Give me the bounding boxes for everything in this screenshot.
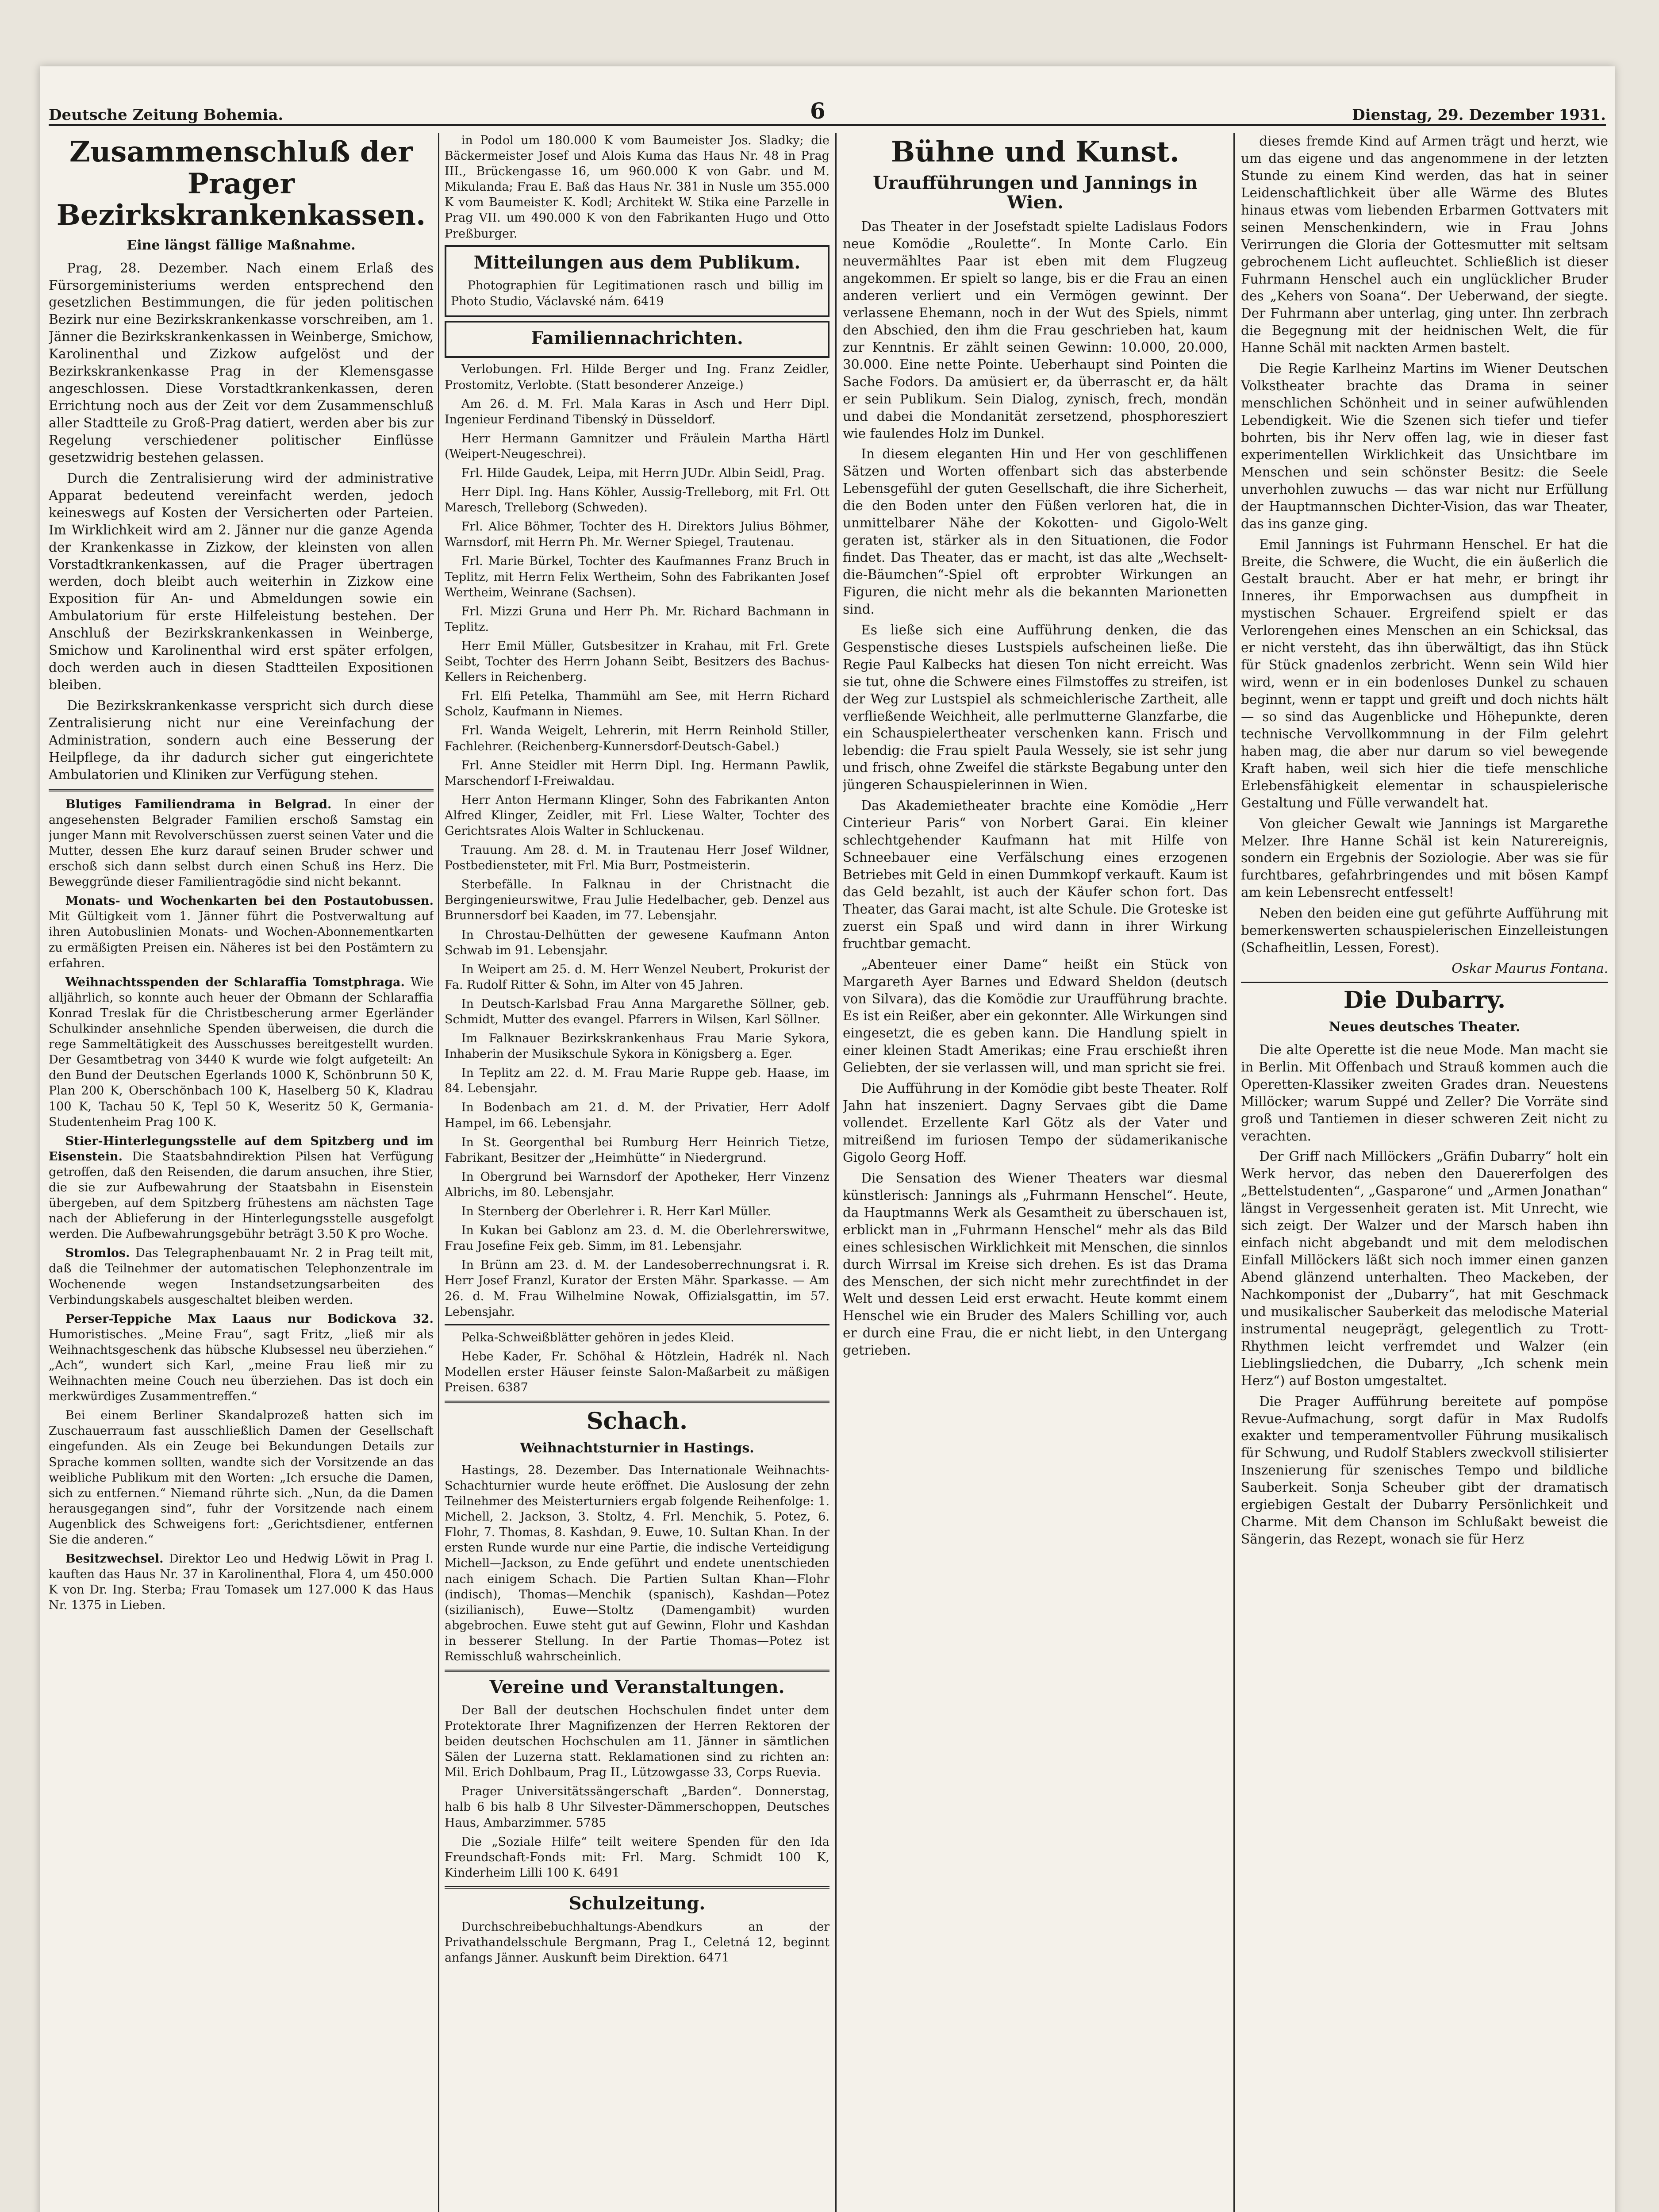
- news-item-title: Stier-Hinterlegungsstelle auf dem Spitzberg und im Eisenstein.: [49, 1134, 434, 1164]
- news-item-text: Wie alljährlich, so konnte auch heuer der Obmann der Schlaraffia Konrad Treslak für die Christbescherung armer Egerländer Schulkinder ansehnliche Spenden überweisen, die durch die rege Sammeltätigkeit des Ausschusses bereitgestellt wurden. Der Gesamtbetrag von 3440 K wurde wie folgt aufgeteilt: An den Bund der Deutschen Egerlands 1000 K, Schönbrunn 50 K, Plan 200 K, Oberschönbach 100 K, Haselberg 50 K, Kladrau 100 K, Tachau 50 K, Tepl 50 K, Weseritz 50 K, Germania-Studentenheim Prag 100 K.: [49, 975, 434, 1129]
- family-notice: Frl. Anne Steidler mit Herrn Dipl. Ing. Hermann Pawlik, Marschendorf I-Freiwaldau.: [445, 758, 830, 788]
- news-item-title: Stromlos.: [65, 1246, 130, 1260]
- running-header: [49, 84, 1606, 126]
- news-item-title: Monats- und Wochenkarten bei den Postautobussen.: [65, 894, 434, 908]
- family-notice: In Weipert am 25. d. M. Herr Wenzel Neubert, Prokurist der Fa. Rudolf Ritter & Sohn, im Alter von 45 Jahren.: [445, 962, 830, 992]
- column-divider: [835, 133, 837, 2212]
- family-notice: Frl. Mizzi Gruna und Herr Ph. Mr. Richard Bachmann in Teplitz.: [445, 604, 830, 634]
- paragraph: Durch die Zentralisierung wird der administrative Apparat bedeutend vereinfacht werden, jedoch keineswegs auf Kosten der Versicherten oder Parteien. Im Wirklichkeit wird am 2. Jänner nur die ganze Agenda der Krankenkasse in Zizkow, der kleinsten von allen Vorstadtkrankenkassen, auf die Prager übertragen werden, doch bleibt auch weiterhin in Zizkow eine Exposition für An- und Abmeldungen sowie ein Ambulatorium für erste Hilfeleistung bestehen. Der Anschluß der Bezirkskrankenkassen in Weinberge, Smichow und Karolinenthal wird erst später erfolgen, doch werden auch in diesen Stadtteilen Expositionen bleiben.: [49, 470, 434, 693]
- news-item-title: Weihnachtsspenden der Schlaraffia Tomstphraga.: [65, 975, 405, 989]
- news-item: [49, 797, 434, 890]
- article-headline: Uraufführungen und Jannings in Wien.: [873, 172, 1198, 213]
- family-notice: In Sternberg der Oberlehrer i. R. Herr Karl Müller.: [461, 1205, 771, 1219]
- family-notice: Sterbefälle. In Falknau in der Christnacht die Bergingenieurswitwe, Frau Julie Hedelbacher, geb. Denzel aus Brunnersdorf bei Kaaden, im 77. Lebensjahr.: [445, 878, 830, 923]
- section-headline: Bühne und Kunst.: [891, 135, 1179, 169]
- family-notice: Herr Anton Hermann Klinger, Sohn des Fabrikanten Anton Alfred Klinger, Zeidler, mit Frl. Liese Walter, Tochter des Gerichtsrates Alois Walter in Schluckenau.: [445, 793, 830, 838]
- paragraph: Die Sensation des Wiener Theaters war diesmal künstlerisch: Jannings als „Fuhrmann Henschel“. Heute, da Hauptmanns Werk als Gesamtheit zu überschauen ist, erblickt man in „Fuhrmann Henschel“ mehr als das Bild eines schlesischen Wirklichkeit mit Menschen, die sinnlos durch Wirrsal im Kreise sich drehen. Es ist das Drama des Menschen, der sich nicht mehr zurechtfindet in der Welt und dessen Leid erst erwacht. Heute kommt einem Henschel wie ein Bruder des Malers Schilling vor, auch er durch eine Frau, die er nicht liebt, in den Untergang getrieben.: [843, 1170, 1228, 1358]
- paragraph: Emil Jannings ist Fuhrmann Henschel. Er hat die Breite, die Schwere, die Wucht, die ein äußerlich die Gestalt braucht. Aber er hat mehr, er bringt ihr Inneres, ihr Emporwachsen aus dumpfheit in mystischen Schauer. Ergreifend spielt er das Verlorengehen eines Menschen an ein Schicksal, das er nicht versteht, das ihn überwältigt, das ihn Stück für Stück gnadenlos zerbricht. Wenn sein Wild hier wird, wenn er in ein bodenloses Dunkel zu schauen beginnt, wenn er tappt und greift und doch nichts hält — so sind das Augenblicke und Höhepunkte, deren technische Vervollkommnung in der Film gelehrt haben mag, die aber nur darum so viel bewegende Kraft haben, weil sich hier die tiefe menschliche Erlebensfähigkeit elementar in schauspielerische Gestaltung und Fülle verwandelt hat.: [1241, 537, 1608, 810]
- column-3: [843, 133, 1228, 2212]
- author-signature: Oskar Maurus Fontana.: [1452, 961, 1608, 976]
- section-heading: Schulzeitung.: [568, 1893, 706, 1914]
- article-subhead: Eine längst fällige Maßnahme.: [127, 238, 356, 253]
- family-notice: Herr Emil Müller, Gutsbesitzer in Krahau, mit Frl. Grete Seibt, Tochter des Herrn Johann Seibt, Besitzers des Bachus-Kellers in Reichenberg.: [445, 639, 830, 684]
- news-item-text: Direktor Leo und Hedwig Löwit in Prag I. kauften das Haus Nr. 37 in Karolinenthal, Flora 4, um 450.000 K von Dr. Ing. Sterba; Frau Tomasek um 127.000 K das Haus Nr. 1375 in Lieben.: [49, 1552, 434, 1613]
- article-headline: Die Dubarry.: [1343, 987, 1506, 1014]
- paragraph: Es ließe sich eine Aufführung denken, die das Gespenstische dieses Lustspiels aufscheinen ließe. Die Regie Paul Kalbecks hat diesen Ton nicht erreicht. Was sie tut, ohne die Schwere eines Filmstoffes zu streifen, ist der Weg zur Lustspiel als schmeichlerische Zartheit, alle verfließende Weichheit, alle perlmutterne Glanzfarbe, die ein Schauspielertheater verschenken kann. Frisch und lebendig: die Frau spielt Paula Wessely, sie ist sehr jung und frisch, ohne Zweifel die stärkste Begabung unter den jüngeren Schauspielerinnen in Wien.: [843, 622, 1228, 793]
- news-item: [49, 1551, 434, 1613]
- section-heading: Familiennachrichten.: [531, 327, 743, 349]
- paragraph: Prager Universitätssängerschaft „Barden“. Donnerstag, halb 6 bis halb 8 Uhr Silvester-Dämmerschoppen, Deutsches Haus, Ambarzimmer. 5785: [445, 1785, 830, 1830]
- paragraph: Durchschreibebuchhaltungs-Abendkurs an der Privathandelsschule Bergmann, Prag I., Celetná 12, beginnt anfangs Jänner. Auskunft beim Direktion. 6471: [445, 1920, 830, 1965]
- column-divider: [1233, 133, 1235, 2212]
- news-item-title: Besitzwechsel.: [65, 1552, 164, 1566]
- news-item: Bei einem Berliner Skandalprozeß hatten sich im Zuschauerraum fast ausschließlich Damen der Gesellschaft eingefunden. Als ein Zeuge bei Bekundungen Details zur Sprache kommen sollten, wandte sich der Vorsitzende an das weibliche Publikum mit den Worten: „Ich ersuche die Damen, sich zu entfernen.“ Niemand rührte sich. „Nun, da die Damen herausgegangen sind“, fuhr der Vorsitzende nach einem Augenblick des Schweigens fort: „Gerichtsdiener, entfernen Sie die anderen.“: [49, 1409, 434, 1547]
- paragraph: Das Akademietheater brachte eine Komödie „Herr Cinterieur Paris“ von Norbert Garai. Ein kleiner schlechtgehender Kaufmann hat mit Hilfe von Schneebauer eine Verfälschung eines erzogenen Betriebes mit Geld in einen Dummkopf verkauft. Kaum ist das Geld bezahlt, ist auch der Käufer schon fort. Das Theater, das Garai macht, ist alte Schule. Die Groteske ist zuerst ein Spaß und wird dann in ihrer Wirkung fruchtbar gemacht.: [843, 798, 1228, 951]
- family-notice: In Kukan bei Gablonz am 23. d. M. die Oberlehrerswitwe, Frau Josefine Feix geb. Simm, im 81. Lebensjahr.: [445, 1224, 830, 1253]
- family-notice: Frl. Alice Böhmer, Tochter des H. Direktors Julius Böhmer, Warnsdorf, mit Herrn Ph. Mr. Werner Spiegel, Trautenau.: [445, 520, 830, 549]
- paragraph: dieses fremde Kind auf Armen trägt und herzt, wie um das eigene und das angenommene in der letzten Stunde zu einem Kind werden, das hat in seiner Leidenschaftlichkeit über alle Wärme des Blutes hinaus etwas vom liebenden Erbarmen Gottvaters mit seinen Menschenkindern, wie in Frau Johns Verirrungen die Gloria der Gottesmutter mit seltsam gebrochenem Licht aufleuchtet. Schließlich ist dieser Fuhrmann Henschel auch ein unglücklicher Bruder des „Kehers von Soana“. Der Ueberwand, der siegte. Der Fuhrmann aber unterlag, ging unter. Ihn zerbrach die Begegnung mit der heidnischen Welt, die für Hanne Schäl mit nackten Armen bastelt.: [1241, 134, 1608, 356]
- issue-date: Dienstag, 29. Dezember 1931.: [1352, 106, 1606, 124]
- paragraph: Das Theater in der Josefstadt spielte Ladislaus Fodors neue Komödie „Roulette“. In Monte Carlo. Ein neuvermähltes Paar ist eben mit dem Flugzeug angekommen. Er spielt so lange, bis er die Frau an einen anderen verliert und ein Vermögen gewinnt. Der verlassene Ehemann, noch in der Wut des Spiels, nimmt den Abschied, den ihm die Frau geschrieben hat, kaum zur Kenntnis. Er zählt seinen Gewinn: 10.000, 20.000, 30.000. Eine nette Pointe. Ueberhaupt sind Pointen die Sache Fodors. Da amüsiert er, da überrascht er, da hält er sein Publikum. Sein Dialog, zynisch, frech, mondän und dabei die Mondanität zersetzend, phosphoresziert wie faulendes Holz im Dunkel.: [843, 219, 1228, 441]
- family-notice: Verlobungen. Frl. Hilde Berger und Ing. Franz Zeidler, Prostomitz, Verlobte. (Statt besonderer Anzeige.): [445, 362, 830, 392]
- advertisement: Pelka-Schweißblätter gehören in jedes Kleid.: [461, 1330, 734, 1344]
- section-heading: Mitteilungen aus dem Publikum.: [473, 252, 801, 273]
- family-news-box: [445, 321, 830, 358]
- section-divider: [445, 1670, 830, 1672]
- paragraph: „Abenteuer einer Dame“ heißt ein Stück von Margareth Ayer Barnes und Edward Sheldon (deutsch von Silvara), das die Komödie zur Uraufführung brachte. Es ist ein Reißer, aber ein gekonnter. Alle Wirkungen sind eingesetzt, die es geben kann. Die Handlung spielt in einer kleinen Stadt Amerikas; eine Frau erschießt ihren Geliebten, der sie verlassen will, und man spricht sie frei.: [843, 956, 1228, 1075]
- paragraph: Hastings, 28. Dezember. Das Internationale Weihnachts-Schachturnier wurde heute eröffnet. Die Auslosung der zehn Teilnehmer des Meisterturniers ergab folgende Reihenfolge: 1. Michell, 2. Jackson, 3. Stoltz, 4. Frl. Menchik, 5. Potez, 6. Flohr, 7. Thomas, 8. Kashdan, 9. Euwe, 10. Sultan Khan. In der ersten Runde wurde nur eine Partie, die indische Verteidigung Michell—Jackson, zu Ende geführt und endete unentschieden nach einigem Schach. Die Partien Sultan Khan—Flohr (indisch), Thomas—Menchik (spanisch), Kashdan—Potez (sizilianisch), Euwe—Stoltz (Damengambit) wurden abgebrochen. Euwe steht gut auf Gewinn, Flohr und Kashdan in besserer Stellung. In der Partie Thomas—Potez ist Remisschluß wahrscheinlich.: [445, 1463, 830, 1664]
- page-number: 6: [810, 98, 826, 124]
- paragraph: Der Ball der deutschen Hochschulen findet unter dem Protektorate Ihrer Magnifizenzen der Herren Rektoren der beiden deutschen Hochschulen am 11. Jänner in sämtlichen Sälen der Luzerna statt. Reklamationen sind zu richten an: Mil. Erich Dohlbaum, Prag II., Lützowgasse 33, Corps Ruevia.: [445, 1703, 830, 1780]
- paragraph: Die Aufführung in der Komödie gibt beste Theater. Rolf Jahn hat inszeniert. Dagny Servaes gibt die Dame vollendet. Erzellente Karl Götz als der Vater und mitreißend im furiosen Tempo der südamerikanische Gigolo Georg Hoff.: [843, 1081, 1228, 1165]
- family-notice: Am 26. d. M. Frl. Mala Karas in Asch und Herr Dipl. Ingenieur Ferdinand Tibenský in Düsseldorf.: [445, 397, 830, 426]
- family-notice: Herr Dipl. Ing. Hans Köhler, Aussig-Trelleborg, mit Frl. Ott Maresch, Trelleborg (Schweden).: [445, 485, 830, 515]
- notice-box: [445, 245, 830, 317]
- news-item-text: Die Staatsbahndirektion Pilsen hat Verfügung getroffen, daß den Reisenden, die darum ansuchen, ihre Stier, die sie zur Aufbewahrung der Staatsbahn in Eisenstein übergeben, auf dem Spitzberg frühestens am nächsten Tage nach der Ablieferung in der Hinterlegungsstelle ausgefolgt werden. Die Aufbewahrungsgebühr beträgt 3.50 K pro Woche.: [49, 1149, 434, 1241]
- news-item-title: Blutiges Familiendrama in Belgrad.: [65, 797, 332, 811]
- family-notice: In St. Georgenthal bei Rumburg Herr Heinrich Tietze, Fabrikant, Besitzer der „Heimhütte“ in Niedergrund.: [445, 1135, 830, 1165]
- section-divider: [445, 1401, 830, 1403]
- paragraph: Die alte Operette ist die neue Mode. Man macht sie in Berlin. Mit Offenbach und Strauß kommen auch die Operetten-Klassiker zweiten Grades dran. Neuestens Millöcker; warum Suppé und Zeller? Die Vorräte sind groß und Tantiemen in dieser schweren Zeit nicht zu verachten.: [1241, 1042, 1608, 1144]
- article-subhead: Neues deutsches Theater.: [1329, 1019, 1521, 1035]
- family-notice: In Deutsch-Karlsbad Frau Anna Margarethe Söllner, geb. Schmidt, Mutter des evangel. Pfarrers in Wilsen, Karl Söllner.: [445, 997, 830, 1026]
- news-item: [49, 1311, 434, 1405]
- paragraph: Die Bezirkskrankenkasse verspricht sich durch diese Zentralisierung nicht nur eine Vereinfachung der Administration, sondern auch eine Besserung der Heilpflege, da ihr dadurch sicher gut eingerichtete Ambulatorien und Kliniken zur Verfügung stehen.: [49, 698, 434, 782]
- masthead-name: Deutsche Zeitung Bohemia.: [49, 106, 284, 124]
- news-item-text: In einer der angesehensten Belgrader Familien erschoß Samstag ein junger Mann mit Revolverschüssen zuerst seinen Vater und die Mutter, dessen Ehe kurz darauf seinen Bruder schwer und erschoß sich dann selbst durch einen Schuß ins Herz. Die Beweggründe dieser Familientragödie sind nicht bekannt.: [49, 797, 434, 889]
- news-item-title: Perser-Teppiche Max Laaus nur Bodickova 32.: [65, 1312, 434, 1326]
- family-notice: In Chrostau-Delhütten der gewesene Kaufmann Anton Schwab im 91. Lebensjahr.: [445, 928, 830, 957]
- paragraph: Neben den beiden eine gut geführte Aufführung mit bemerkenswerten schauspielerischen Einzelleistungen (Schafheitlin, Lessen, Forest).: [1241, 906, 1608, 956]
- family-notice: Trauung. Am 28. d. M. in Trautenau Herr Josef Wildner, Postbediensteter, mit Frl. Mia Burr, Postmeisterin.: [445, 843, 830, 873]
- notice-text: Photographien für Legitimationen rasch und billig im Photo Studio, Václavské nám. 6419: [451, 279, 823, 308]
- column-divider: [438, 133, 439, 2212]
- family-notice: In Brünn am 23. d. M. der Landesoberrechnungsrat i. R. Herr Josef Franzl, Kurator der Ersten Mähr. Sparkasse. — Am 26. d. M. Frau Wilhelmine Nowak, Offizialsgattin, im 57. Lebensjahr.: [445, 1258, 830, 1319]
- column-1: [49, 133, 434, 2212]
- paragraph: in Podol um 180.000 K vom Baumeister Jos. Sladky; die Bäckermeister Josef und Alois Kuma das Haus Nr. 48 in Prag III., Brückengasse 16, um 960.000 K von Gabr. und M. Mikulanda; Frau E. Baß das Haus Nr. 381 in Nusle um 355.000 K vom Baumeister K. Kodl; Architekt W. Stika eine Parzelle in Prag VII. um 490.000 K von den Fabrikanten Hugo und Otto Preßburger.: [445, 134, 830, 241]
- section-divider: [445, 1886, 830, 1889]
- section-subhead: Weihnachtsturnier in Hastings.: [520, 1440, 754, 1456]
- paragraph: Die Prager Aufführung bereitete auf pompöse Revue-Aufmachung, sorgt dafür in Max Rudolfs exakter und temperamentvoller Führung musikalisch für Schwung, und Rudolf Stablers zweckvoll stilisierter Inszenierung für szenisches Tempo und bildliche Sauberkeit. Sonja Scheuber gibt der dramatisch ergiebigen Gestalt der Dubarry Persönlichkeit und Charme. Mit dem Chanson im Schlußakt beweist die Sängerin, das Rezept, wonach sie für Herz: [1241, 1394, 1608, 1547]
- divider: [1241, 982, 1608, 983]
- column-4: [1241, 133, 1608, 2212]
- news-item-text: Das Telegraphenbauamt Nr. 2 in Prag teilt mit, daß die Teilnehmer der automatischen Telephonzentrale im Wochenende wegen Instandsetzungsarbeiten des Verbindungskabels ausgeschaltet bleiben werden.: [49, 1246, 434, 1307]
- news-item-text: Humoristisches. „Meine Frau“, sagt Fritz, „ließ mir als Weihnachtsgeschenk das hübsche Klubsessel neu überziehen.“ „Ach“, wundert sich Karl, „meine Frau ließ mir zu Weihnachten meine Couch neu überziehen. Das ist doch ein merkwürdiges Zusammentreffen.“: [49, 1327, 434, 1404]
- newspaper-page: [40, 66, 1615, 2212]
- news-item: [49, 893, 434, 971]
- family-notice: Herr Hermann Gamnitzer und Fräulein Martha Härtl (Weipert-Neugeschrei).: [445, 431, 830, 461]
- article-headline: Zusammenschluß der Prager Bezirkskrankenkassen.: [56, 135, 426, 232]
- news-item-text: Mit Gültigkeit vom 1. Jänner führt die Postverwaltung auf ihren Autobuslinien Monats- und Wochen-Abonnementkarten zu ermäßigten Preisen ein. Näheres ist bei den Postämtern zu erfahren.: [49, 910, 434, 970]
- advertisement: Hebe Kader, Fr. Schöhal & Hötzlein, Hadrék nl. Nach Modellen erster Häuser feinste Salon-Maßarbeit zu mäßigen Preisen. 6387: [445, 1349, 830, 1394]
- family-notice: In Obergrund bei Warnsdorf der Apotheker, Herr Vinzenz Albrichs, im 80. Lebensjahr.: [445, 1170, 830, 1199]
- paragraph: Prag, 28. Dezember. Nach einem Erlaß des Fürsorgeministeriums werden entsprechend den gesetzlichen Bestimmungen, die für jeden politischen Bezirk nur eine Bezirkskrankenkasse vorschreiben, am 1. Jänner die Bezirkskrankenkassen in Weinberge, Smichow, Karolinenthal und Zizkow aufgelöst und der Bezirkskrankenkasse Prag in der Klemensgasse angeschlossen. Diese Vorstadtkrankenkassen, deren Errichtung noch aus der Zeit vor dem Zusammenschluß aller Stadtteile zu Groß-Prag datiert, werden aber bis zur Regelung verschiedener politischer Einflüsse gesetzwidrig bestehen gelassen.: [49, 260, 434, 465]
- paragraph: Die Regie Karlheinz Martins im Wiener Deutschen Volkstheater brachte das Drama in seiner menschlichen Schönheit und in seiner aufwühlenden Lebendigkeit. Wie die Szenen sich tiefer und tiefer bohrten, bis ihr Nerv offen lag, wie in dieser fast experimentellen Wirklichkeit das Unsichtbare im Menschen und sein schönster Besitz: die Seele unverhohlen zuwuchs — das war nicht nur Erfüllung der Hauptmannschen Dichter-Vision, das war Theater, das ins ganze ging.: [1241, 361, 1608, 531]
- paragraph: Von gleicher Gewalt wie Jannings ist Margarethe Melzer. Ihre Hanne Schäl ist kein Naturereignis, sondern ein Ergebnis der Soziologie. Aber was sie für furchtbares, gefahrbringendes und mit bösen Kampf am kein Lebensrecht entfesselt!: [1241, 816, 1608, 900]
- news-item: [49, 1133, 434, 1242]
- family-notice: In Bodenbach am 21. d. M. der Privatier, Herr Adolf Hampel, im 66. Lebensjahr.: [445, 1101, 830, 1130]
- paragraph: Der Griff nach Millöckers „Gräfin Dubarry“ holt ein Werk hervor, das neben den Dauererfolgen des „Bettelstudenten“, „Gasparone“ und „Armen Jonathan“ längst in Vergessenheit geraten ist. Mit Unrecht, wie sich zeigt. Der Walzer und der Marsch haben ihn einfach nicht abgebandt und mit dem melodischen Einfall Millöckers läßt sich noch immer einen ganzen Abend glänzend unterhalten. Theo Mackeben, der Nachkomponist der „Dubarry“, hat mit Geschmack und musikalischer Sauberkeit das melodische Material instrumental neugeprägt, gelegentlich zu Trott-Rhythmen leicht verfremdet und Walzer (ein Lieblingsliedchen, die Dubarry, „Ich schenk mein Herz“) auf Boston umgestaltet.: [1241, 1149, 1608, 1388]
- family-notice: Frl. Elfi Petelka, Thammühl am See, mit Herrn Richard Scholz, Kaufmann in Niemes.: [445, 689, 830, 719]
- section-heading: Schach.: [586, 1408, 688, 1435]
- column-2: [445, 133, 830, 2212]
- section-divider: [49, 789, 434, 791]
- family-notice: In Teplitz am 22. d. M. Frau Marie Ruppe geb. Haase, im 84. Lebensjahr.: [445, 1066, 830, 1096]
- family-notice: Frl. Wanda Weigelt, Lehrerin, mit Herrn Reinhold Stiller, Fachlehrer. (Reichenberg-Kunnersdorf-Deutsch-Gabel.): [445, 724, 830, 753]
- news-item: [49, 1245, 434, 1307]
- section-heading: Vereine und Veranstaltungen.: [489, 1677, 785, 1698]
- news-item: [49, 975, 434, 1130]
- family-notice: Im Falknauer Bezirkskrankenhaus Frau Marie Sykora, Inhaberin der Musikschule Sykora in Königsberg a. Eger.: [445, 1032, 830, 1061]
- family-notice: Frl. Marie Bürkel, Tochter des Kaufmannes Franz Bruch in Teplitz, mit Herrn Felix Wertheim, Sohn des Fabrikanten Josef Wertheim, Weinrane (Sachsen).: [445, 554, 830, 599]
- paragraph: In diesem eleganten Hin und Her von geschliffenen Sätzen und Worten offenbart sich das absterbende Lebensgefühl der guten Gesellschaft, die ihre Sicherheit, die den Boden unter den Füßen verloren hat, die in unmittelbarer Nähe der Kokotten- und Gigolo-Welt geraten ist, stärker als in den Situationen, die Fodor findet. Das Theater, das er macht, ist das alte „Wechselt-die-Bäumchen“-Spiel oft erprobter Wirkungen an Figuren, die nicht mehr als die bekannten Marionetten sind.: [843, 446, 1228, 617]
- paragraph: Die „Soziale Hilfe“ teilt weitere Spenden für den Ida Freundschaft-Fonds mit: Frl. Marg. Schmidt 100 K, Kinderheim Lilli 100 K. 6491: [445, 1835, 830, 1880]
- divider: [445, 1324, 830, 1325]
- family-notice: Frl. Hilde Gaudek, Leipa, mit Herrn JUDr. Albin Seidl, Prag.: [461, 466, 825, 480]
